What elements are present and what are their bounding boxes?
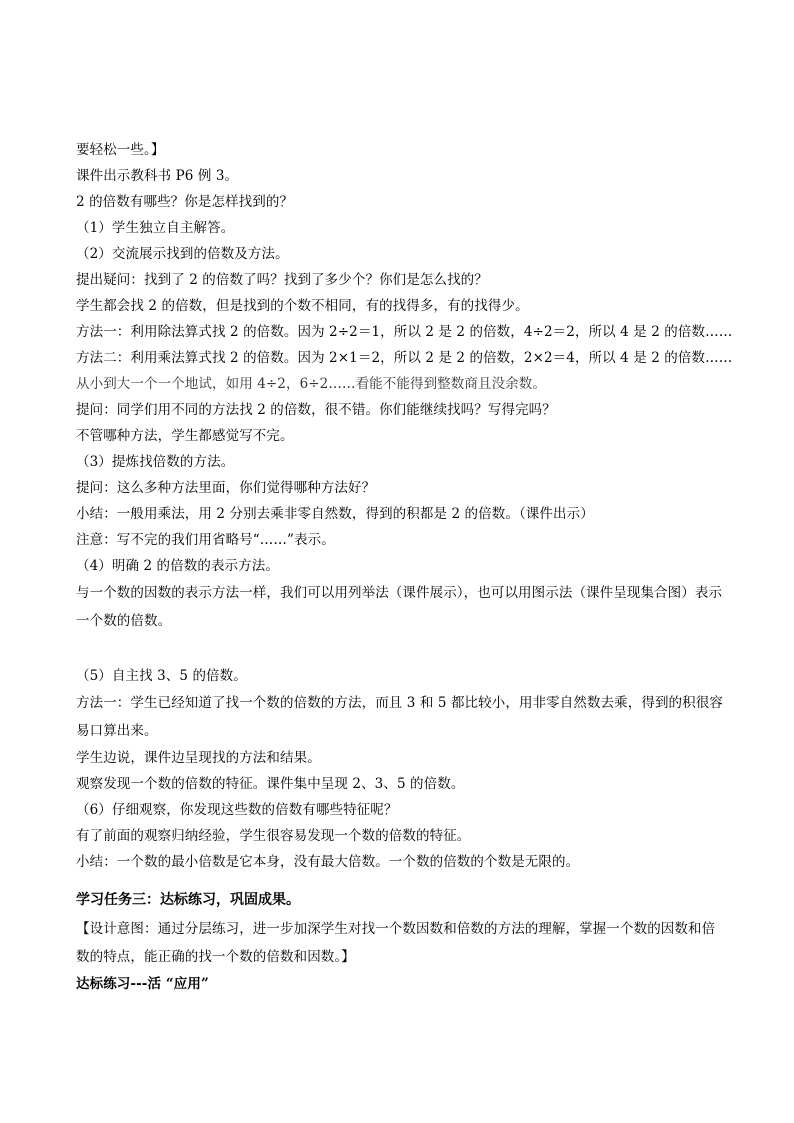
text-line: 提出疑问：找到了 2 的倍数了吗？找到了多少个？你们是怎么找的？	[76, 272, 488, 288]
design-intent-paragraph: 【设计意图：通过分层练习，进一步加深学生对找一个数因数和倍数的方法的理解，掌握一个数的因数和倍数的特点，能正确的找一个数的倍数和因数。】	[76, 921, 716, 965]
text-line: 要轻松一些。】	[76, 142, 165, 158]
text-line: 注意：写不完的我们用省略号“……”表示。	[76, 532, 335, 548]
text-line: 学生都会找 2 的倍数，但是找到的个数不相同，有的找得多，有的找得少。	[76, 298, 529, 314]
text-paragraph: 与一个数的因数的表示方法一样，我们可以用列举法（课件展示），也可以用图示法（课件呈现集合图）表示一个数的倍数。	[76, 585, 723, 629]
text-line: （4）明确 2 的倍数的表示方法。	[76, 558, 279, 574]
practice-heading: 达标练习---活 “应用”	[76, 976, 209, 992]
text-line: 课件出示教科书 P6 例 3。	[76, 168, 239, 184]
text-paragraph: 方法一：学生已经知道了找一个数的倍数的方法，而且 3 和 5 都比较小，用非零自然数去乘，得到的积很容易口算出来。	[76, 695, 723, 739]
section-heading: 学习任务三：达标练习，巩固成果。	[76, 892, 300, 908]
text-line: （5）自主找 3、5 的倍数。	[76, 668, 247, 684]
text-line: （2）交流展示找到的倍数及方法。	[76, 246, 289, 262]
text-line: 方法一：利用除法算式找 2 的倍数。因为 2÷2＝1，所以 2 是 2 的倍数，4÷2＝2，所以 4 是 2 的倍数……	[76, 324, 733, 340]
text-line: 学生边说，课件边呈现找的方法和结果。	[76, 750, 321, 766]
text-line: 方法二：利用乘法算式找 2 的倍数。因为 2×1＝2，所以 2 是 2 的倍数，2×2＝4，所以 4 是 2 的倍数……	[76, 350, 733, 366]
text-line: 有了前面的观察归纳经验，学生很容易发现一个数的倍数的特征。	[76, 828, 471, 844]
text-line: 不管哪种方法，学生都感觉写不完。	[76, 428, 294, 444]
text-line: 提问：这么多种方法里面，你们觉得哪种方法好？	[76, 480, 376, 496]
text-line: 提问：同学们用不同的方法找 2 的倍数，很不错。你们能继续找吗？写得完吗？	[76, 402, 556, 418]
text-line: 从小到大一个一个地试，如用 4÷2，6÷2……看能不能得到整数商且没余数。	[76, 376, 546, 392]
text-line: 小结：一个数的最小倍数是它本身，没有最大倍数。一个数的倍数的个数是无限的。	[76, 854, 580, 870]
text-line: （3）提炼找倍数的方法。	[76, 454, 235, 470]
blank-line	[76, 635, 726, 663]
document-page	[76, 137, 733, 997]
spacer	[76, 875, 726, 885]
text-line: （6）仔细观察，你发现这些数的倍数有哪些特征呢？	[76, 802, 398, 818]
text-line: 小结：一般用乘法，用 2 分别去乘非零自然数，得到的积都是 2 的倍数。（课件出示）	[76, 506, 594, 522]
text-line: 2 的倍数有哪些？你是怎样找到的？	[76, 194, 294, 210]
text-line: （1）学生独立自主解答。	[76, 220, 235, 236]
text-line: 观察发现一个数的倍数的特征。课件集中呈现 2、3、5 的倍数。	[76, 776, 465, 792]
